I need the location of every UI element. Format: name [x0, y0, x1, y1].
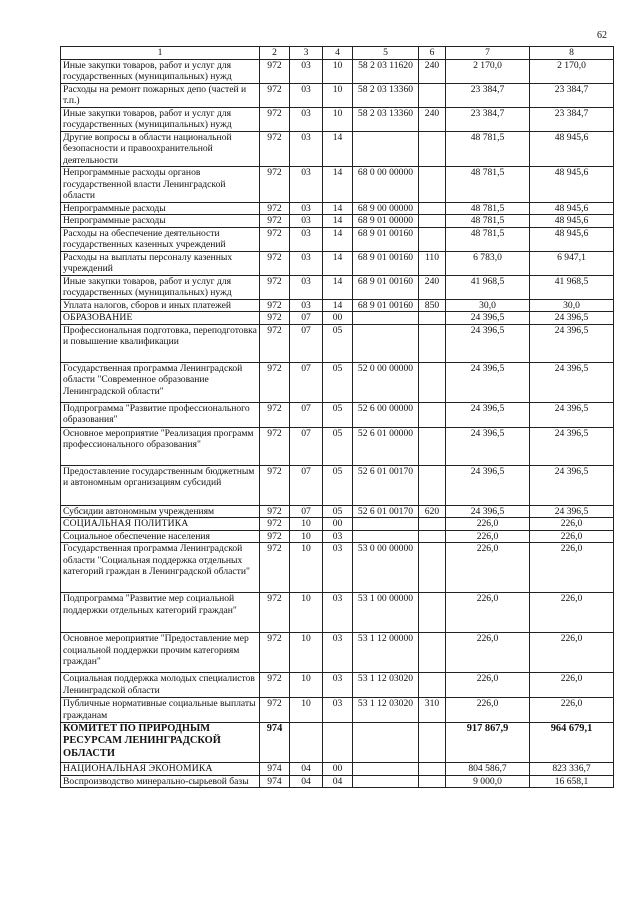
cell-amount-year1: 24 396,5 — [446, 362, 530, 402]
cell-section: 03 — [290, 83, 323, 107]
cell-target-article: 53 1 00 00000 — [353, 593, 419, 633]
cell-section — [290, 723, 323, 763]
cell-amount-year1: 917 867,9 — [446, 723, 530, 763]
cell-amount-year1: 48 781,5 — [446, 215, 530, 228]
cell-admin-code: 972 — [260, 227, 290, 251]
cell-admin-code: 972 — [260, 633, 290, 673]
cell-name: Расходы на ремонт пожарных депо (частей и т.п.) — [61, 83, 260, 107]
cell-name: Государственная программа Ленинградской области "Современное образование Ленинградской области" — [61, 362, 260, 402]
cell-amount-year1: 226,0 — [446, 530, 530, 543]
cell-admin-code: 972 — [260, 543, 290, 593]
cell-section: 03 — [290, 167, 323, 203]
cell-amount-year1: 226,0 — [446, 518, 530, 531]
cell-subsection: 03 — [323, 593, 353, 633]
cell-name: Другие вопросы в области национальной безопасности и правоохранительной деятельности — [61, 131, 260, 167]
cell-subsection: 05 — [323, 465, 353, 505]
cell-amount-year1: 226,0 — [446, 698, 530, 723]
table-row — [61, 673, 614, 698]
cell-subsection: 14 — [323, 167, 353, 203]
cell-subsection: 00 — [323, 518, 353, 531]
cell-section: 10 — [290, 593, 323, 633]
cell-amount-year1: 41 968,5 — [446, 275, 530, 299]
cell-name: Иные закупки товаров, работ и услуг для государственных (муниципальных) нужд — [61, 275, 260, 299]
cell-expense-type — [419, 427, 446, 465]
cell-expense-type — [419, 593, 446, 633]
cell-subsection: 10 — [323, 107, 353, 131]
cell-expense-type — [419, 131, 446, 167]
cell-amount-year1: 48 781,5 — [446, 202, 530, 215]
cell-name: Расходы на выплаты персоналу казенных учреждений — [61, 251, 260, 275]
cell-section: 03 — [290, 227, 323, 251]
cell-amount-year1: 9 000,0 — [446, 775, 530, 788]
cell-amount-year1: 30,0 — [446, 299, 530, 312]
cell-target-article: 68 9 01 00000 — [353, 215, 419, 228]
cell-admin-code: 972 — [260, 215, 290, 228]
cell-target-article: 68 9 01 00160 — [353, 227, 419, 251]
page-number: 62 — [597, 30, 607, 41]
cell-target-article: 68 9 00 00000 — [353, 202, 419, 215]
cell-name: Иные закупки товаров, работ и услуг для государственных (муниципальных) нужд — [61, 59, 260, 83]
cell-expense-type — [419, 775, 446, 788]
table-row — [61, 251, 614, 275]
cell-expense-type — [419, 530, 446, 543]
cell-name: Профессиональная подготовка, переподготовка и повышение квалификации — [61, 324, 260, 362]
cell-subsection: 14 — [323, 227, 353, 251]
table-row — [61, 775, 614, 788]
cell-subsection: 03 — [323, 698, 353, 723]
cell-admin-code: 972 — [260, 362, 290, 402]
cell-name: НАЦИОНАЛЬНАЯ ЭКОНОМИКА — [61, 763, 260, 776]
cell-expense-type — [419, 633, 446, 673]
table-row — [61, 633, 614, 673]
cell-amount-year2: 48 945,6 — [530, 131, 614, 167]
cell-subsection: 00 — [323, 763, 353, 776]
cell-name: Подпрограмма "Развитие профессионального образования" — [61, 402, 260, 427]
table-row — [61, 518, 614, 531]
cell-amount-year1: 804 586,7 — [446, 763, 530, 776]
cell-name: СОЦИАЛЬНАЯ ПОЛИТИКА — [61, 518, 260, 531]
cell-target-article: 68 9 01 00160 — [353, 251, 419, 275]
cell-section: 07 — [290, 465, 323, 505]
cell-section: 03 — [290, 202, 323, 215]
cell-subsection: 10 — [323, 83, 353, 107]
cell-section: 10 — [290, 673, 323, 698]
cell-name: Основное мероприятие "Реализация программ профессионального образования" — [61, 427, 260, 465]
table-row — [61, 543, 614, 593]
cell-section: 03 — [290, 275, 323, 299]
cell-admin-code: 972 — [260, 59, 290, 83]
cell-expense-type — [419, 202, 446, 215]
cell-section: 07 — [290, 312, 323, 325]
cell-expense-type — [419, 402, 446, 427]
cell-expense-type — [419, 227, 446, 251]
cell-admin-code: 972 — [260, 83, 290, 107]
col-header: 3 — [290, 47, 323, 60]
col-header: 7 — [446, 47, 530, 60]
cell-amount-year1: 226,0 — [446, 633, 530, 673]
col-header: 4 — [323, 47, 353, 60]
cell-amount-year1: 226,0 — [446, 543, 530, 593]
cell-expense-type: 850 — [419, 299, 446, 312]
cell-target-article: 53 1 12 03020 — [353, 698, 419, 723]
col-header: 1 — [61, 47, 260, 60]
cell-section: 10 — [290, 543, 323, 593]
cell-subsection: 03 — [323, 530, 353, 543]
table-row — [61, 275, 614, 299]
cell-subsection: 05 — [323, 505, 353, 518]
cell-target-article: 68 9 01 00160 — [353, 299, 419, 312]
cell-name: Расходы на обеспечение деятельности государственных казенных учреждений — [61, 227, 260, 251]
table-row — [61, 530, 614, 543]
table-row — [61, 698, 614, 723]
cell-amount-year1: 24 396,5 — [446, 505, 530, 518]
cell-admin-code: 972 — [260, 673, 290, 698]
cell-admin-code: 972 — [260, 131, 290, 167]
cell-target-article: 53 1 12 00000 — [353, 633, 419, 673]
cell-expense-type — [419, 723, 446, 763]
cell-section: 03 — [290, 131, 323, 167]
cell-target-article — [353, 131, 419, 167]
cell-expense-type — [419, 312, 446, 325]
cell-amount-year2: 226,0 — [530, 673, 614, 698]
cell-target-article: 52 6 00 00000 — [353, 402, 419, 427]
cell-expense-type — [419, 465, 446, 505]
cell-amount-year2: 24 396,5 — [530, 324, 614, 362]
cell-amount-year2: 24 396,5 — [530, 312, 614, 325]
cell-amount-year2: 226,0 — [530, 530, 614, 543]
cell-expense-type — [419, 362, 446, 402]
cell-name: ОБРАЗОВАНИЕ — [61, 312, 260, 325]
cell-name: Подпрограмма "Развитие мер социальной поддержки отдельных категорий граждан" — [61, 593, 260, 633]
cell-name: Публичные нормативные социальные выплаты гражданам — [61, 698, 260, 723]
cell-expense-type — [419, 543, 446, 593]
cell-target-article — [353, 775, 419, 788]
cell-target-article — [353, 530, 419, 543]
cell-amount-year2: 24 396,5 — [530, 465, 614, 505]
cell-section: 03 — [290, 251, 323, 275]
cell-amount-year1: 2 170,0 — [446, 59, 530, 83]
cell-name: Воспроизводство минерально-сырьевой базы — [61, 775, 260, 788]
cell-amount-year2: 24 396,5 — [530, 362, 614, 402]
cell-expense-type — [419, 673, 446, 698]
table-row — [61, 167, 614, 203]
cell-name: КОМИТЕТ ПО ПРИРОДНЫМ РЕСУРСАМ ЛЕНИНГРАДСКОЙ ОБЛАСТИ — [61, 723, 260, 763]
cell-amount-year2: 2 170,0 — [530, 59, 614, 83]
cell-target-article: 52 0 00 00000 — [353, 362, 419, 402]
cell-admin-code: 974 — [260, 763, 290, 776]
cell-target-article: 68 9 01 00160 — [353, 275, 419, 299]
cell-name: Иные закупки товаров, работ и услуг для государственных (муниципальных) нужд — [61, 107, 260, 131]
col-header: 5 — [353, 47, 419, 60]
cell-amount-year2: 24 396,5 — [530, 402, 614, 427]
cell-section: 04 — [290, 763, 323, 776]
cell-target-article: 58 2 03 11620 — [353, 59, 419, 83]
table-row — [61, 131, 614, 167]
cell-amount-year2: 226,0 — [530, 518, 614, 531]
cell-section: 07 — [290, 324, 323, 362]
cell-admin-code: 972 — [260, 312, 290, 325]
cell-amount-year2: 23 384,7 — [530, 107, 614, 131]
cell-admin-code: 972 — [260, 202, 290, 215]
cell-amount-year2: 24 396,5 — [530, 427, 614, 465]
cell-amount-year1: 226,0 — [446, 593, 530, 633]
cell-subsection — [323, 723, 353, 763]
col-header: 8 — [530, 47, 614, 60]
cell-amount-year1: 24 396,5 — [446, 312, 530, 325]
cell-expense-type: 620 — [419, 505, 446, 518]
cell-amount-year2: 226,0 — [530, 543, 614, 593]
cell-name: Социальное обеспечение населения — [61, 530, 260, 543]
cell-amount-year2: 48 945,6 — [530, 215, 614, 228]
cell-amount-year2: 24 396,5 — [530, 505, 614, 518]
cell-subsection: 05 — [323, 324, 353, 362]
cell-amount-year1: 48 781,5 — [446, 131, 530, 167]
table-row — [61, 465, 614, 505]
cell-section: 07 — [290, 505, 323, 518]
cell-expense-type: 310 — [419, 698, 446, 723]
cell-target-article: 53 1 12 03020 — [353, 673, 419, 698]
cell-expense-type — [419, 324, 446, 362]
cell-amount-year2: 48 945,6 — [530, 227, 614, 251]
cell-target-article: 53 0 00 00000 — [353, 543, 419, 593]
cell-section: 10 — [290, 633, 323, 673]
cell-subsection: 04 — [323, 775, 353, 788]
cell-subsection: 00 — [323, 312, 353, 325]
table-row — [61, 324, 614, 362]
cell-name: Основное мероприятие "Предоставление мер социальной поддержки прочим категориям граждан" — [61, 633, 260, 673]
table-row — [61, 299, 614, 312]
cell-amount-year2: 16 658,1 — [530, 775, 614, 788]
cell-amount-year1: 48 781,5 — [446, 227, 530, 251]
cell-subsection: 03 — [323, 673, 353, 698]
table-row — [61, 227, 614, 251]
cell-subsection: 03 — [323, 543, 353, 593]
cell-name: Государственная программа Ленинградской области "Социальная поддержка отдельных категорий граждан в Ленинградской области" — [61, 543, 260, 593]
table-row — [61, 312, 614, 325]
cell-amount-year1: 24 396,5 — [446, 427, 530, 465]
table-row — [61, 59, 614, 83]
cell-expense-type: 240 — [419, 107, 446, 131]
cell-amount-year1: 48 781,5 — [446, 167, 530, 203]
col-header: 2 — [260, 47, 290, 60]
cell-target-article: 52 6 01 00170 — [353, 505, 419, 518]
cell-admin-code: 972 — [260, 107, 290, 131]
cell-name: Непрограммные расходы — [61, 215, 260, 228]
cell-subsection: 05 — [323, 427, 353, 465]
cell-admin-code: 972 — [260, 427, 290, 465]
cell-section: 10 — [290, 530, 323, 543]
cell-admin-code: 972 — [260, 251, 290, 275]
table-row — [61, 723, 614, 763]
cell-target-article: 52 6 01 00170 — [353, 465, 419, 505]
cell-subsection: 14 — [323, 251, 353, 275]
cell-admin-code: 972 — [260, 299, 290, 312]
cell-amount-year1: 6 783,0 — [446, 251, 530, 275]
cell-amount-year1: 226,0 — [446, 673, 530, 698]
table-row — [61, 107, 614, 131]
cell-subsection: 14 — [323, 299, 353, 312]
table-row — [61, 763, 614, 776]
cell-name: Непрограммные расходы — [61, 202, 260, 215]
table-row — [61, 215, 614, 228]
cell-target-article — [353, 723, 419, 763]
cell-section: 03 — [290, 215, 323, 228]
cell-expense-type: 110 — [419, 251, 446, 275]
cell-subsection: 05 — [323, 402, 353, 427]
cell-admin-code: 974 — [260, 775, 290, 788]
cell-name: Предоставление государственным бюджетным и автономным организациям субсидий — [61, 465, 260, 505]
cell-amount-year2: 226,0 — [530, 633, 614, 673]
cell-admin-code: 972 — [260, 698, 290, 723]
cell-name: Непрограммные расходы органов государственной власти Ленинградской области — [61, 167, 260, 203]
cell-section: 03 — [290, 59, 323, 83]
cell-admin-code: 972 — [260, 402, 290, 427]
cell-amount-year2: 48 945,6 — [530, 202, 614, 215]
cell-subsection: 03 — [323, 633, 353, 673]
cell-section: 07 — [290, 427, 323, 465]
budget-table — [60, 46, 614, 788]
cell-amount-year2: 41 968,5 — [530, 275, 614, 299]
cell-amount-year2: 226,0 — [530, 698, 614, 723]
cell-name: Уплата налогов, сборов и иных платежей — [61, 299, 260, 312]
cell-amount-year1: 23 384,7 — [446, 107, 530, 131]
cell-admin-code: 974 — [260, 723, 290, 763]
cell-amount-year1: 24 396,5 — [446, 324, 530, 362]
cell-expense-type: 240 — [419, 59, 446, 83]
cell-amount-year2: 823 336,7 — [530, 763, 614, 776]
cell-target-article — [353, 763, 419, 776]
cell-amount-year2: 23 384,7 — [530, 83, 614, 107]
cell-expense-type — [419, 83, 446, 107]
cell-expense-type: 240 — [419, 275, 446, 299]
cell-target-article — [353, 324, 419, 362]
table-row — [61, 202, 614, 215]
cell-amount-year2: 48 945,6 — [530, 167, 614, 203]
cell-amount-year1: 24 396,5 — [446, 402, 530, 427]
cell-target-article — [353, 312, 419, 325]
cell-admin-code: 972 — [260, 518, 290, 531]
cell-section: 07 — [290, 362, 323, 402]
cell-section: 10 — [290, 698, 323, 723]
cell-admin-code: 972 — [260, 465, 290, 505]
cell-section: 10 — [290, 518, 323, 531]
table-row — [61, 427, 614, 465]
cell-section: 07 — [290, 402, 323, 427]
table-row — [61, 362, 614, 402]
cell-target-article: 52 6 01 00000 — [353, 427, 419, 465]
cell-amount-year1: 24 396,5 — [446, 465, 530, 505]
table-row — [61, 83, 614, 107]
cell-expense-type — [419, 215, 446, 228]
table-row — [61, 505, 614, 518]
cell-amount-year2: 964 679,1 — [530, 723, 614, 763]
cell-admin-code: 972 — [260, 167, 290, 203]
cell-section: 04 — [290, 775, 323, 788]
cell-target-article — [353, 518, 419, 531]
cell-subsection: 14 — [323, 202, 353, 215]
cell-admin-code: 972 — [260, 505, 290, 518]
cell-name: Социальная поддержка молодых специалистов Ленинградской области — [61, 673, 260, 698]
cell-admin-code: 972 — [260, 530, 290, 543]
cell-subsection: 14 — [323, 275, 353, 299]
cell-admin-code: 972 — [260, 593, 290, 633]
col-header: 6 — [419, 47, 446, 60]
cell-amount-year2: 30,0 — [530, 299, 614, 312]
cell-target-article: 58 2 03 13360 — [353, 107, 419, 131]
cell-amount-year1: 23 384,7 — [446, 83, 530, 107]
cell-section: 03 — [290, 107, 323, 131]
cell-expense-type — [419, 167, 446, 203]
cell-subsection: 14 — [323, 215, 353, 228]
cell-admin-code: 972 — [260, 275, 290, 299]
cell-amount-year2: 6 947,1 — [530, 251, 614, 275]
cell-expense-type — [419, 518, 446, 531]
cell-target-article: 68 0 00 00000 — [353, 167, 419, 203]
table-row — [61, 593, 614, 633]
cell-subsection: 14 — [323, 131, 353, 167]
cell-name: Субсидии автономным учреждениям — [61, 505, 260, 518]
cell-section: 03 — [290, 299, 323, 312]
cell-expense-type — [419, 763, 446, 776]
header-row — [61, 47, 614, 60]
cell-amount-year2: 226,0 — [530, 593, 614, 633]
cell-subsection: 05 — [323, 362, 353, 402]
table-row — [61, 402, 614, 427]
cell-admin-code: 972 — [260, 324, 290, 362]
cell-target-article: 58 2 03 13360 — [353, 83, 419, 107]
cell-subsection: 10 — [323, 59, 353, 83]
